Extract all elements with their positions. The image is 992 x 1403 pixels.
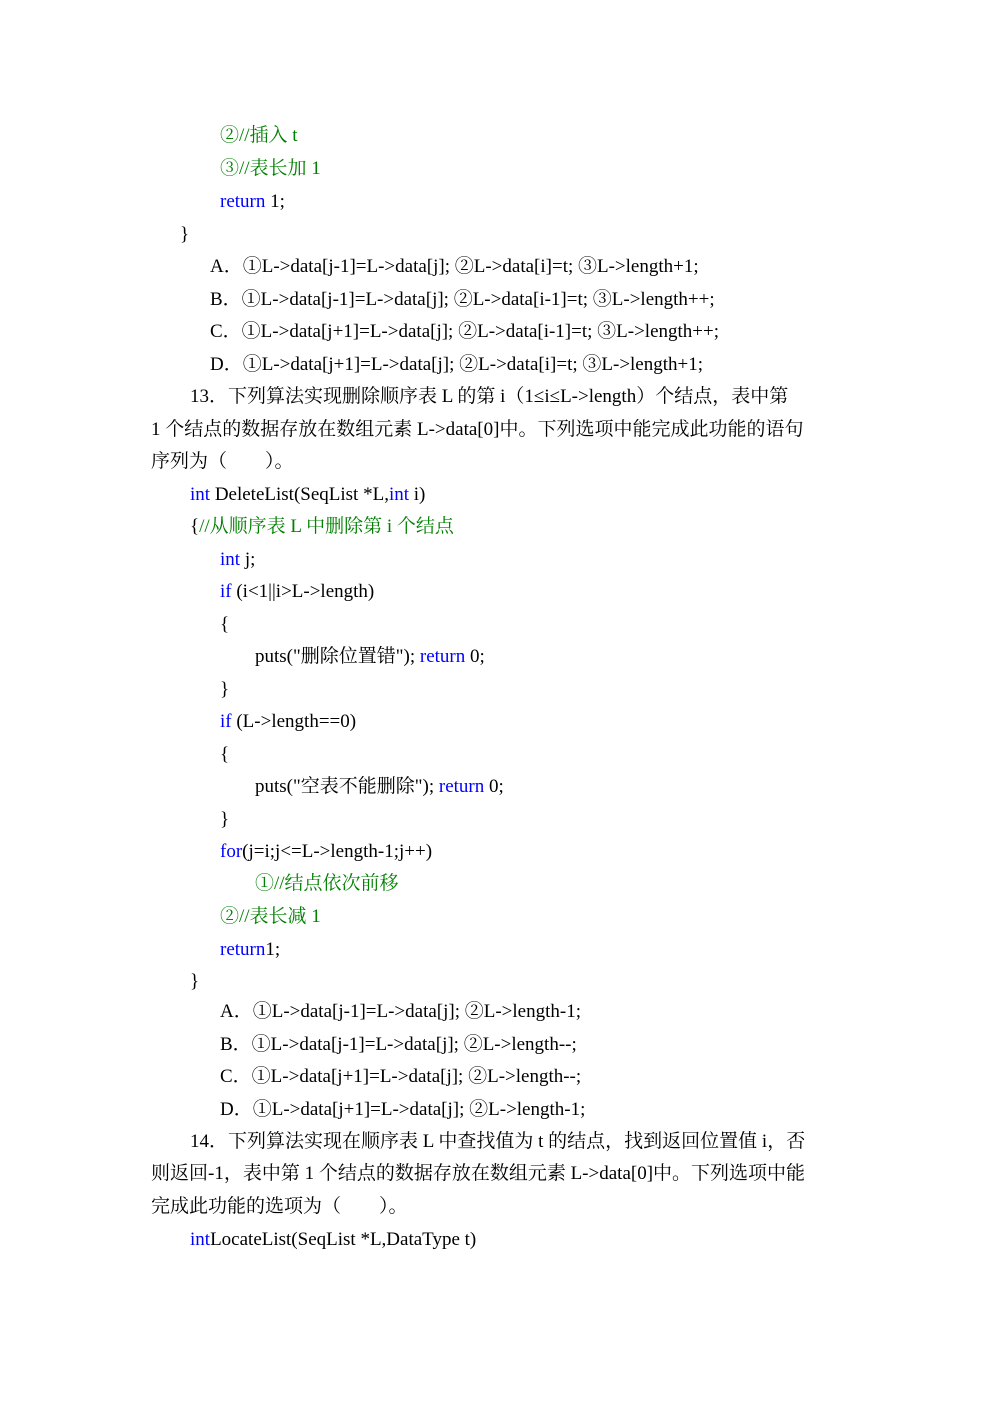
- text: 0;: [484, 776, 504, 797]
- code-comment: [220, 905, 321, 929]
- comment: //从顺序表 L 中删除第 i 个结点: [199, 516, 454, 537]
- code-comment: [220, 157, 321, 181]
- keyword: int: [190, 484, 211, 505]
- text: 则返回-1，表中第 1 个结点的数据存放在数组元素 L->data[0]中。下列选项中能: [151, 1163, 806, 1184]
- text: {: [220, 744, 230, 765]
- question-14-line-3: [151, 1195, 408, 1219]
- text: 1;: [265, 191, 285, 212]
- code-puts: [255, 645, 485, 669]
- code-declaration: [220, 548, 255, 572]
- keyword: int: [220, 549, 241, 570]
- text: 13．下列算法实现删除顺序表 L 的第 i（1≤i≤L->length）个结点，表中第: [190, 386, 789, 407]
- keyword: return: [419, 646, 466, 667]
- text: C．①L->data[j+1]=L->data[j]; ②L->data[i-1]=t; ③L->length++;: [210, 321, 720, 342]
- text: }: [220, 679, 230, 700]
- text: {: [190, 516, 200, 537]
- comment: ②//插入 t: [220, 125, 298, 146]
- option-b: [210, 288, 715, 312]
- text: {: [220, 614, 230, 635]
- text: }: [190, 971, 200, 992]
- text: D．①L->data[j+1]=L->data[j]; ②L->data[i]=t; ③L->length+1;: [210, 354, 704, 375]
- text: j;: [240, 549, 256, 570]
- text: C．①L->data[j+1]=L->data[j]; ②L->length--;: [220, 1066, 582, 1087]
- question-13-line-1: [190, 385, 788, 409]
- option-d: [210, 353, 703, 377]
- keyword: int: [388, 484, 410, 505]
- text: }: [180, 224, 190, 245]
- code-if: [220, 580, 374, 604]
- text: 14．下列算法实现在顺序表 L 中查找值为 t 的结点，找到返回位置值 i，否: [190, 1131, 806, 1152]
- text: A．①L->data[j-1]=L->data[j]; ②L->length-1;: [220, 1001, 581, 1022]
- text: 序列为（ ）。: [151, 451, 294, 472]
- option-a: [220, 1000, 581, 1024]
- keyword: if: [220, 711, 232, 732]
- text: 0;: [465, 646, 485, 667]
- code-comment: [255, 872, 399, 896]
- option-b: [220, 1033, 577, 1057]
- code-puts: [255, 775, 504, 799]
- option-c: [210, 320, 719, 344]
- text: D．①L->data[j+1]=L->data[j]; ②L->length-1;: [220, 1099, 586, 1120]
- text: B．①L->data[j-1]=L->data[j]; ②L->length--;: [220, 1034, 577, 1055]
- question-13-line-2: [151, 418, 803, 442]
- text: B．①L->data[j-1]=L->data[j]; ②L->data[i-1]=t; ③L->length++;: [210, 289, 715, 310]
- code-brace: [190, 970, 199, 994]
- keyword: if: [220, 581, 232, 602]
- text: A．①L->data[j-1]=L->data[j]; ②L->data[i]=t; ③L->length+1;: [210, 256, 699, 277]
- text: (L->length==0): [231, 711, 357, 732]
- question-14-line-1: [190, 1130, 805, 1154]
- option-d: [220, 1098, 585, 1122]
- keyword: int: [190, 1229, 211, 1250]
- option-a: [210, 255, 699, 279]
- code-brace-comment: [190, 515, 454, 539]
- keyword: return: [220, 191, 266, 212]
- code-return: [220, 938, 280, 962]
- text: 1 个结点的数据存放在数组元素 L->data[0]中。下列选项中能完成此功能的语句: [151, 419, 804, 440]
- text: (i<1||i>L->length): [231, 581, 375, 602]
- text: }: [220, 809, 230, 830]
- text: puts("空表不能删除");: [255, 776, 439, 797]
- code-function-signature: [190, 483, 425, 507]
- text: 1;: [265, 939, 281, 960]
- code-brace: [220, 743, 229, 767]
- code-brace: [180, 223, 189, 247]
- text: puts("删除位置错");: [255, 646, 420, 667]
- keyword: return: [220, 939, 266, 960]
- keyword: return: [438, 776, 485, 797]
- text: (j=i;j<=L->length-1;j++): [242, 841, 433, 862]
- code-return: [220, 190, 285, 214]
- text: DeleteList(SeqList *L,: [210, 484, 389, 505]
- keyword: for: [220, 841, 243, 862]
- code-brace: [220, 808, 229, 832]
- code-comment: [220, 124, 298, 148]
- comment: ②//表长减 1: [220, 906, 321, 927]
- comment: ③//表长加 1: [220, 158, 321, 179]
- question-14-line-2: [151, 1162, 805, 1186]
- code-function-signature: [190, 1228, 476, 1252]
- code-brace: [220, 678, 229, 702]
- comment: ①//结点依次前移: [255, 873, 399, 894]
- code-brace: [220, 613, 229, 637]
- text: 完成此功能的选项为（ ）。: [151, 1196, 408, 1217]
- option-c: [220, 1065, 581, 1089]
- code-if: [220, 710, 356, 734]
- code-for: [220, 840, 432, 864]
- text: LocateList(SeqList *L,DataType t): [210, 1229, 477, 1250]
- question-13-line-3: [151, 450, 294, 474]
- text: i): [409, 484, 426, 505]
